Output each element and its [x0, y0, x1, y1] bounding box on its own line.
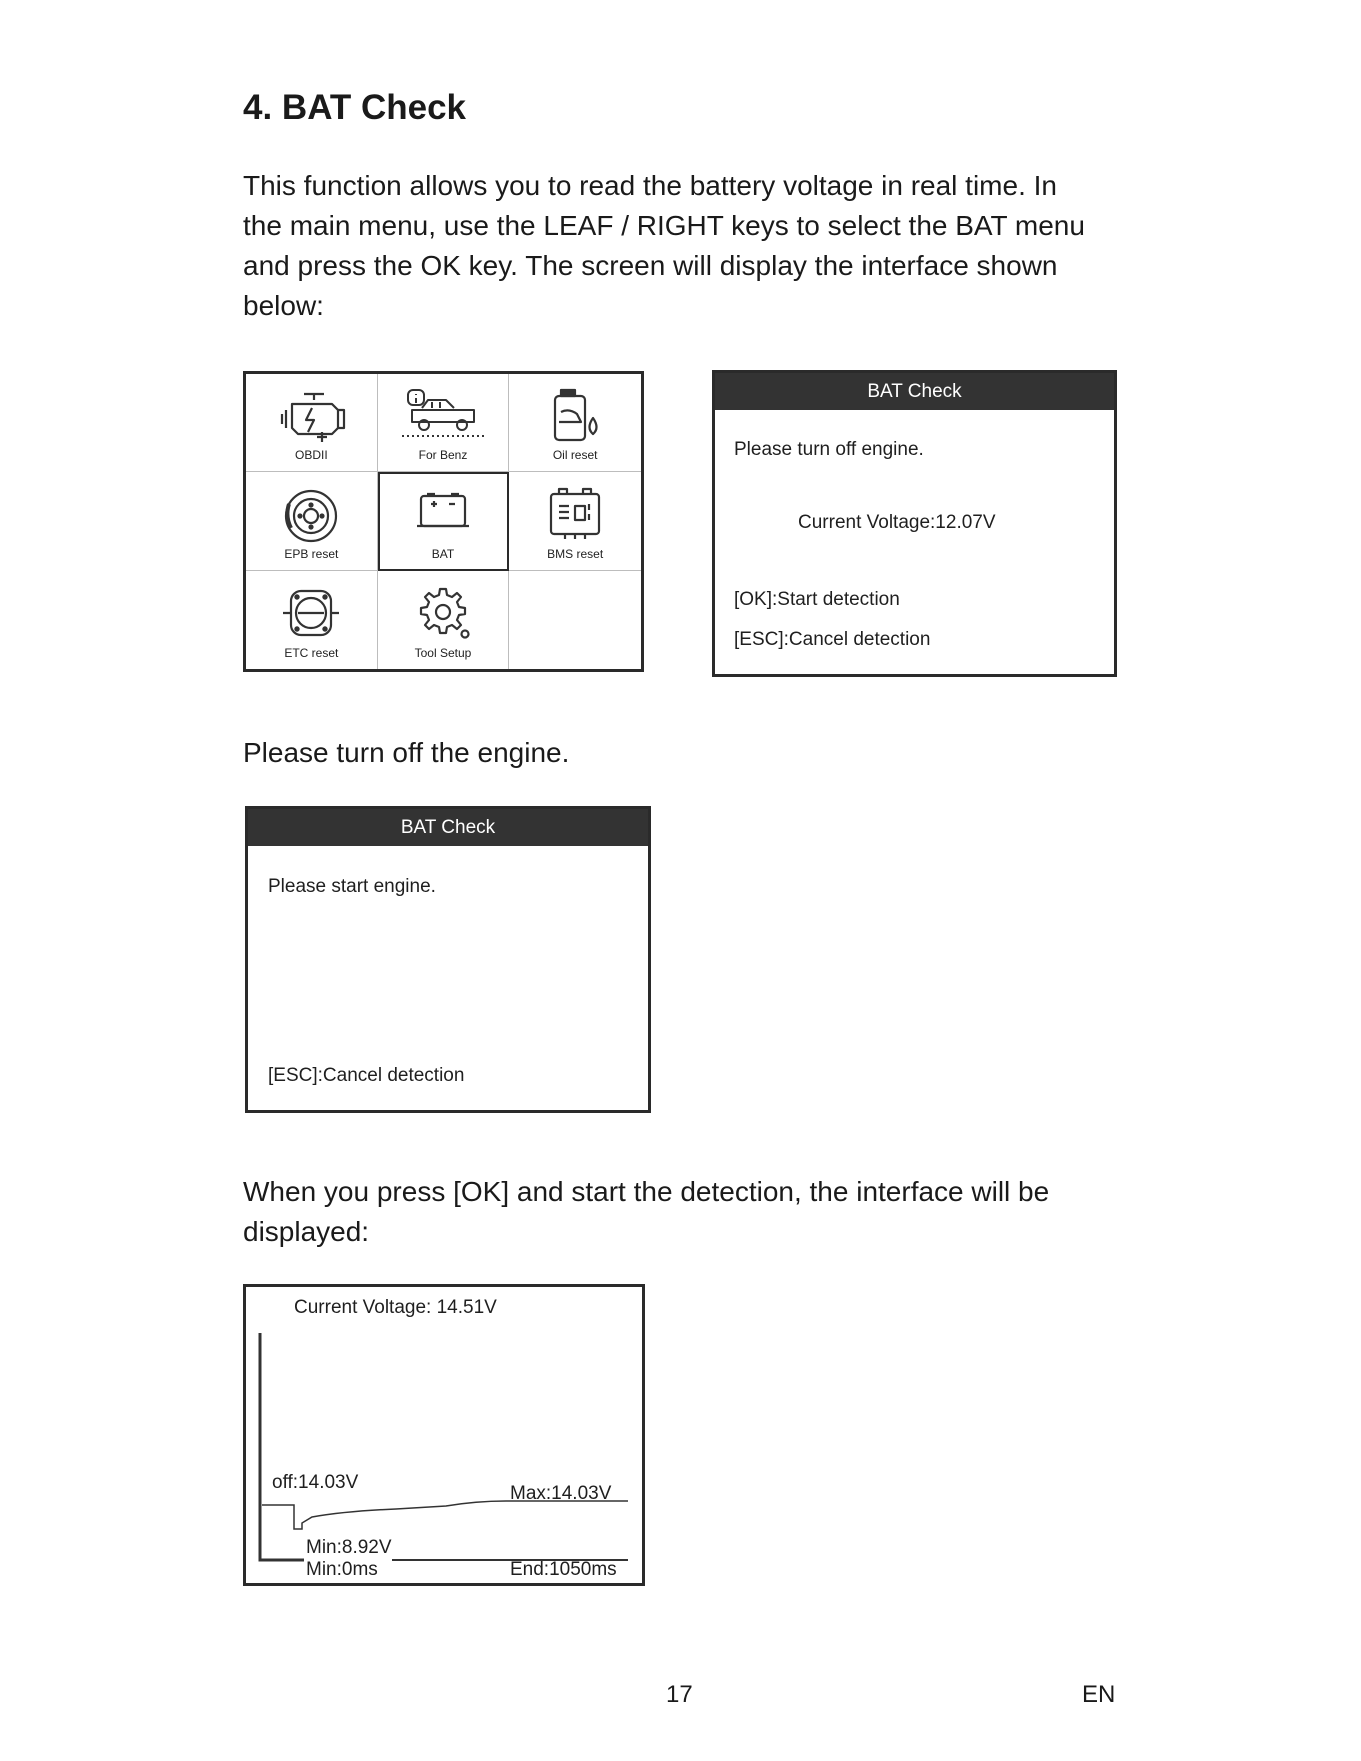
menu-item-obdii[interactable]	[246, 374, 378, 472]
menu-item-label: For Benz	[418, 448, 468, 463]
menu-item-epb-reset[interactable]	[246, 472, 378, 570]
menu-item-bms-reset[interactable]	[509, 472, 641, 570]
brake-disc-icon	[281, 486, 341, 546]
menu-item-label: BAT	[431, 546, 455, 561]
min-time-label: Min:0ms	[306, 1559, 378, 1580]
page-number: 17	[666, 1681, 693, 1708]
y-axis-line	[260, 1333, 304, 1560]
intro-line: and press the OK key. The screen will display the interface shown	[243, 250, 1058, 281]
bms-icon	[545, 486, 605, 542]
screen-message: Please turn off engine.	[734, 439, 924, 460]
oil-can-icon	[545, 388, 605, 448]
intro-line: below:	[243, 290, 324, 321]
menu-item-tool-setup[interactable]	[378, 571, 510, 669]
esc-cancel-hint[interactable]: [ESC]:Cancel detection	[268, 1065, 465, 1086]
off-voltage-label: off:14.03V	[272, 1472, 359, 1493]
screen-title: BAT Check	[248, 809, 648, 846]
bat-check-screen-start	[245, 806, 651, 1113]
screen-message: Please start engine.	[268, 876, 436, 897]
caption-line: displayed:	[243, 1216, 370, 1247]
caption-detection	[243, 1172, 1143, 1252]
voltage-graph-screen	[243, 1284, 645, 1586]
menu-item-etc-reset[interactable]	[246, 571, 378, 669]
min-voltage-label: Min:8.92V	[306, 1537, 392, 1558]
gear-icon	[413, 585, 473, 641]
menu-item-label: EPB reset	[284, 546, 339, 561]
engine-icon	[274, 388, 348, 444]
ok-start-hint[interactable]: [OK]:Start detection	[734, 589, 900, 610]
menu-item-label: OBDII	[294, 448, 328, 463]
menu-item-for-benz[interactable]	[378, 374, 510, 472]
intro-paragraph	[243, 166, 1143, 326]
max-voltage-label: Max:14.03V	[510, 1483, 612, 1504]
screen-title: BAT Check	[715, 373, 1114, 410]
car-info-icon	[398, 388, 488, 446]
caption-line: When you press [OK] and start the detection, the interface will be	[243, 1176, 1050, 1207]
end-time-label: End:1050ms	[510, 1559, 617, 1580]
menu-item-label: BMS reset	[547, 546, 604, 561]
menu-item-label: Oil reset	[552, 448, 598, 463]
menu-item-label: Tool Setup	[414, 646, 472, 660]
language-code: EN	[1082, 1681, 1116, 1708]
main-menu-grid	[243, 371, 644, 672]
caption-line: Please turn off the engine.	[243, 737, 570, 768]
bat-check-screen-off	[712, 370, 1117, 677]
menu-item-label: ETC reset	[284, 646, 339, 660]
esc-cancel-hint[interactable]: [ESC]:Cancel detection	[734, 629, 931, 650]
menu-item-oil-reset[interactable]	[509, 374, 641, 472]
battery-icon	[413, 486, 473, 536]
current-voltage-readout: Current Voltage: 14.51V	[294, 1297, 497, 1318]
section-heading: 4. BAT Check	[243, 88, 467, 127]
intro-line: the main menu, use the LEAF / RIGHT keys to select the BAT menu	[243, 210, 1085, 241]
current-voltage-readout: Current Voltage:12.07V	[798, 512, 996, 533]
menu-item-bat[interactable]	[378, 472, 510, 570]
menu-item-empty	[509, 571, 641, 669]
voltage-curve	[262, 1501, 628, 1529]
caption-turn-off	[243, 733, 1143, 773]
intro-line: This function allows you to read the battery voltage in real time. In	[243, 170, 1057, 201]
throttle-icon	[281, 585, 341, 641]
